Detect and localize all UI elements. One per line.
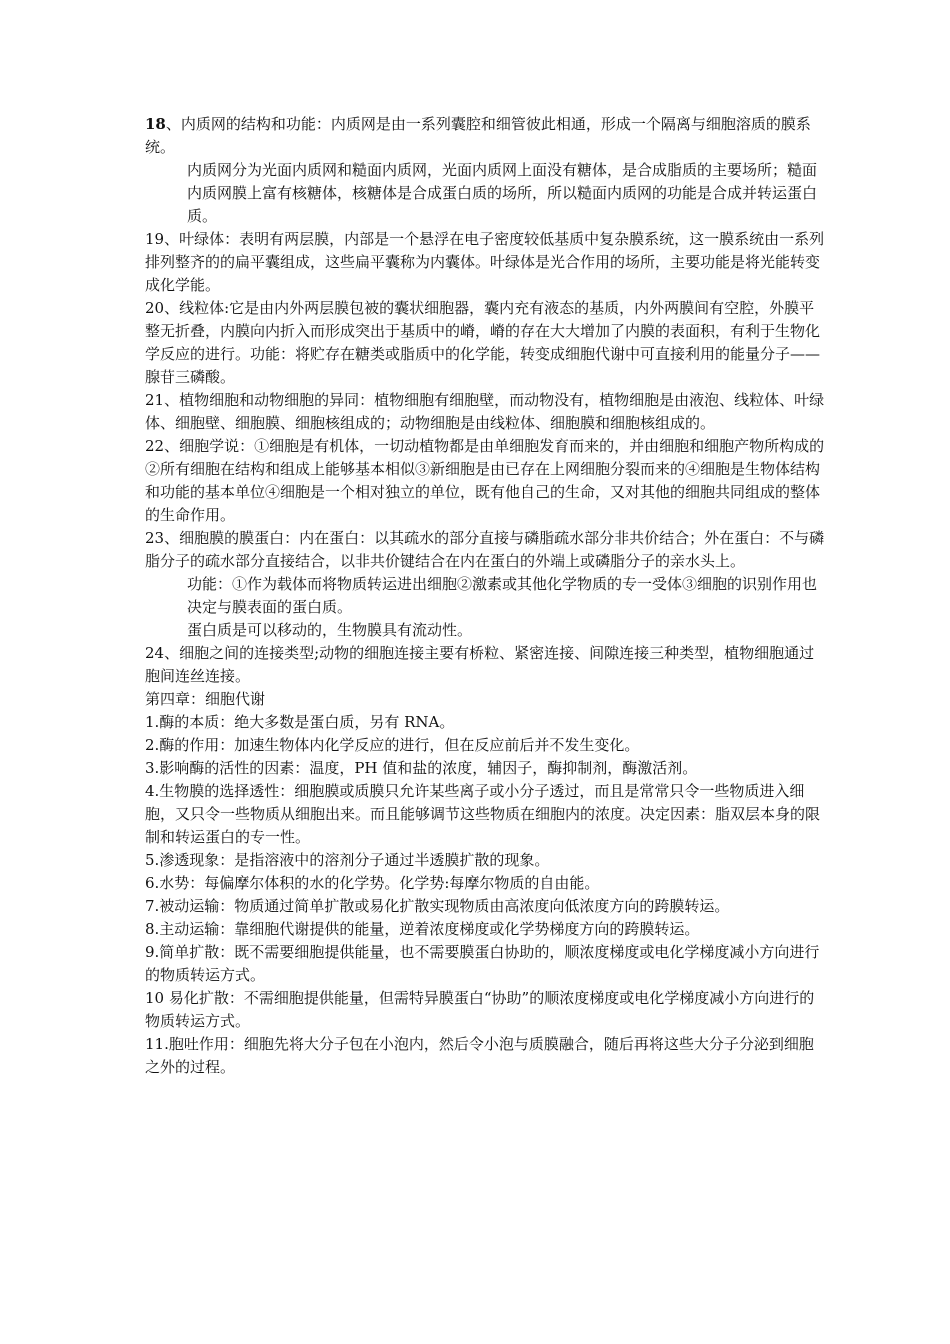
paragraph-23-function: 功能：①作为载体而将物质转运进出细胞②激素或其他化学物质的专一受体③细胞的识别作用也决定与膜表面的蛋白质。 bbox=[187, 575, 818, 616]
item-6: 6.水势：每偏摩尔体积的水的化学势。化学势:每摩尔物质的自由能。 bbox=[145, 874, 600, 892]
item-7: 7.被动运输：物质通过简单扩散或易化扩散实现物质由高浓度向低浓度方向的跨膜转运。 bbox=[145, 897, 730, 915]
paragraph-22: 22、细胞学说：①细胞是有机体，一切动植物都是由单细胞发育而来的，并由细胞和细胞产物所构成的②所有细胞在结构和组成上能够基本相似③新细胞是由已存在上网细胞分裂而来的④细胞是生物体结构和功能的基本单位④细胞是一个相对独立的单位，既有他自己的生命，又对其他的细胞共同组成的整体的生命作用。 bbox=[145, 437, 825, 524]
chapter-heading: 第四章：细胞代谢 bbox=[145, 690, 266, 708]
item-10: 10 易化扩散：不需细胞提供能量，但需特异膜蛋白“协助”的顺浓度梯度或电化学梯度减小方向进行的物质转运方式。 bbox=[145, 989, 815, 1030]
paragraph-18-detail: 内质网分为光面内质网和糙面内质网，光面内质网上面没有糖体，是合成脂质的主要场所；糙面内质网膜上富有核糖体，核糖体是合成蛋白质的场所，所以糙面内质网的功能是合成并转运蛋白质。 bbox=[187, 161, 818, 225]
paragraph-20: 20、线粒体:它是由内外两层膜包被的囊状细胞器，囊内充有液态的基质，内外两膜间有空腔，外膜平整无折叠，内膜向内折入而形成突出于基质中的嵴，嵴的存在大大增加了内膜的表面积，有利于生物化学反应的进行。功能：将贮存在糖类或脂质中的化学能，转变成细胞代谢中可直接利用的能量分子——腺苷三磷酸。 bbox=[145, 299, 821, 386]
paragraph-23-fluidity: 蛋白质是可以移动的，生物膜具有流动性。 bbox=[187, 621, 473, 639]
document-page bbox=[145, 113, 825, 1079]
paragraph-19: 19、叶绿体：表明有两层膜，内部是一个悬浮在电子密度较低基质中复杂膜系统，这一膜系统由一系列排列整齐的的扁平囊组成，这些扁平囊称为内囊体。叶绿体是光合作用的场所，主要功能是将光能转变成化学能。 bbox=[145, 230, 825, 294]
paragraph-text: 、内质网的结构和功能：内质网是由一系列囊腔和细管彼此相通，形成一个隔离与细胞溶质的膜系统。 bbox=[145, 115, 811, 156]
item-2: 2.酶的作用：加速生物体内化学反应的进行，但在反应前后并不发生变化。 bbox=[145, 736, 640, 754]
item-8: 8.主动运输：靠细胞代谢提供的能量，逆着浓度梯度或化学势梯度方向的跨膜转运。 bbox=[145, 920, 700, 938]
item-3: 3.影响酶的活性的因素：温度，PH 值和盐的浓度，辅因子，酶抑制剂，酶激活剂。 bbox=[145, 759, 698, 777]
item-9: 9.简单扩散：既不需要细胞提供能量，也不需要膜蛋白协助的，顺浓度梯度或电化学梯度减小方向进行的物质转运方式。 bbox=[145, 943, 820, 984]
item-5: 5.渗透现象：是指溶液中的溶剂分子通过半透膜扩散的现象。 bbox=[145, 851, 550, 869]
paragraph-18 bbox=[145, 113, 825, 159]
paragraph-24: 24、细胞之间的连接类型;动物的细胞连接主要有桥粒、紧密连接、间隙连接三种类型，植物细胞通过胞间连丝连接。 bbox=[145, 644, 815, 685]
paragraph-23: 23、细胞膜的膜蛋白：内在蛋白：以其疏水的部分直接与磷脂疏水部分非共价结合；外在蛋白：不与磷脂分子的疏水部分直接结合，以非共价键结合在内在蛋白的外端上或磷脂分子的亲水头上。 bbox=[145, 529, 825, 570]
item-11: 11.胞吐作用：细胞先将大分子包在小泡内，然后令小泡与质膜融合，随后再将这些大分子分泌到细胞之外的过程。 bbox=[145, 1035, 814, 1076]
item-1: 1.酶的本质：绝大多数是蛋白质，另有 RNA。 bbox=[145, 713, 455, 731]
paragraph-21: 21、植物细胞和动物细胞的异同：植物细胞有细胞壁，而动物没有，植物细胞是由液泡、线粒体、叶绿体、细胞壁、细胞膜、细胞核组成的；动物细胞是由线粒体、细胞膜和细胞核组成的。 bbox=[145, 391, 825, 432]
section-number: 18 bbox=[145, 115, 166, 133]
item-4: 4.生物膜的选择透性：细胞膜或质膜只允许某些离子或小分子透过，而且是常常只令一些物质进入细胞，又只令一些物质从细胞出来。而且能够调节这些物质在细胞内的浓度。决定因素：脂双层本身的限制和转运蛋白的专一性。 bbox=[145, 782, 821, 846]
